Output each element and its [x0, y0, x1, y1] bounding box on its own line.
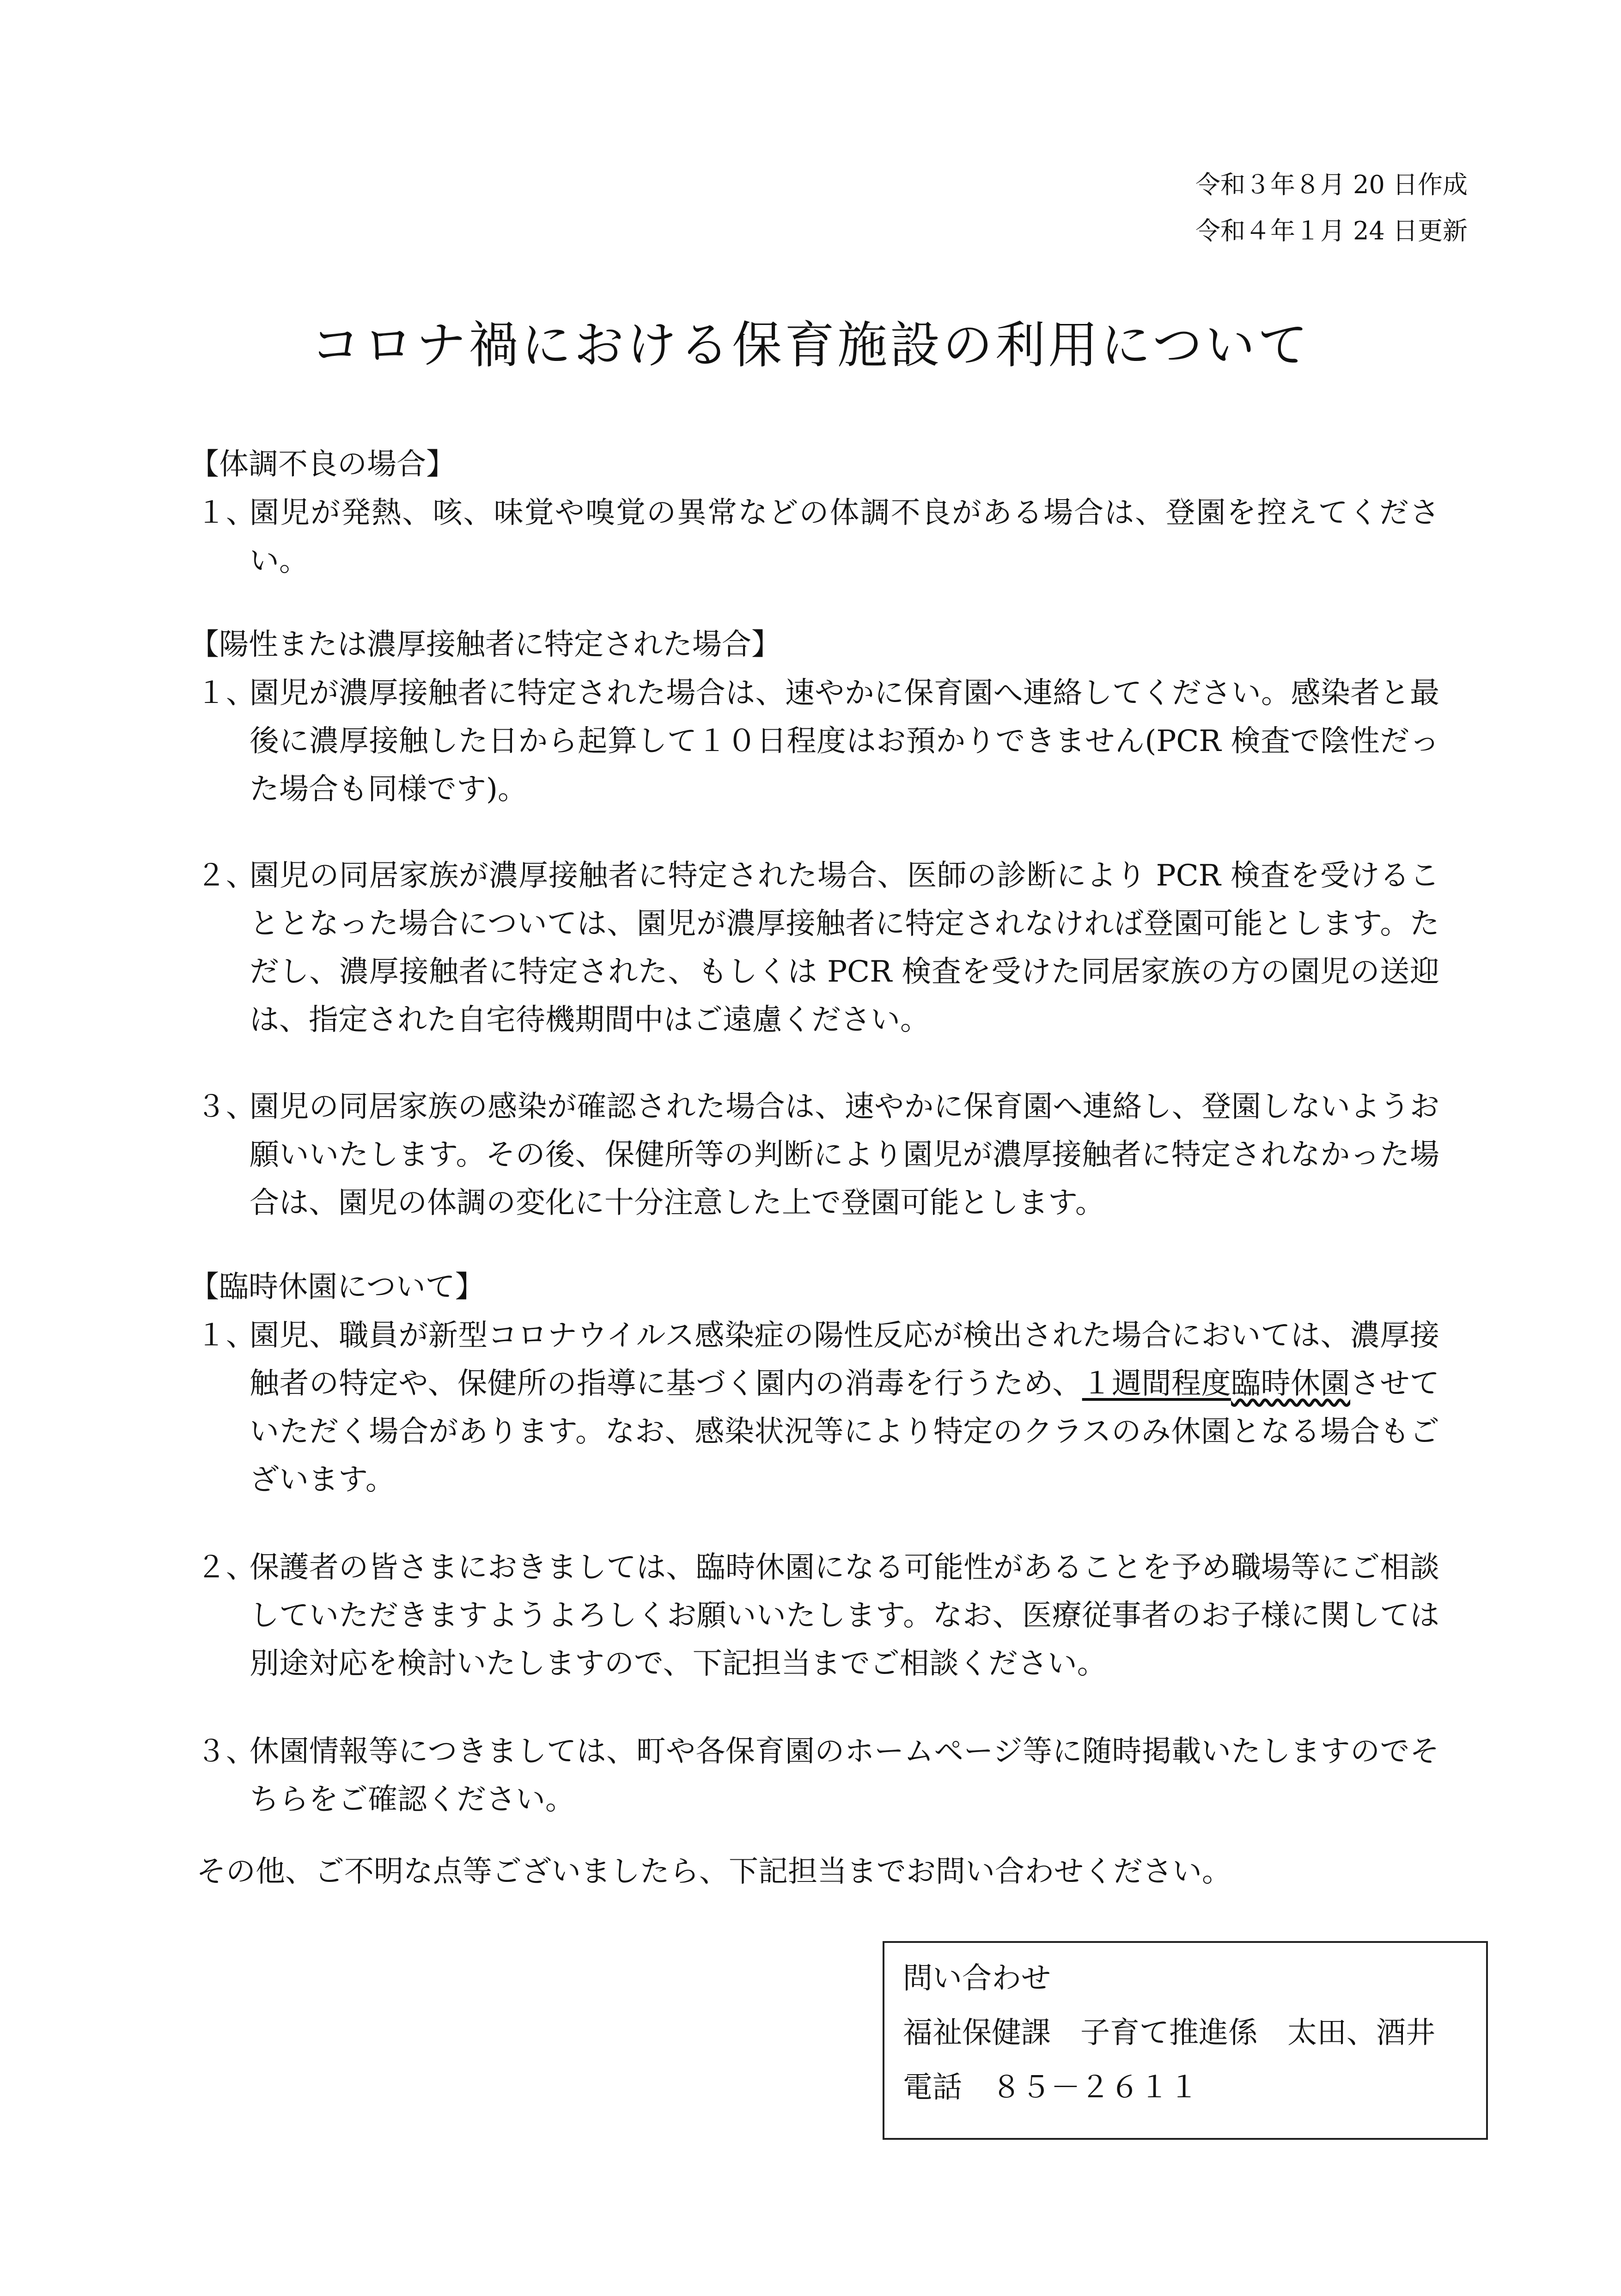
item-number: ３、 [196, 1090, 256, 1124]
item-number: １、 [196, 1319, 256, 1353]
underlined-duration: １週間程度 [1082, 1367, 1231, 1401]
list-item [196, 852, 1439, 1044]
section-heading-temporary-closure: 【臨時休園について】 [189, 1270, 485, 1304]
list-item [196, 669, 1439, 813]
contact-department: 福祉保健課 子育て推進係 太田、酒井 [903, 2016, 1435, 2050]
item-text-post: させていただく場合があります。なお、感染状況等により特定のクラスのみ休園となる場合もございます。 [250, 1367, 1440, 1497]
created-date: 令和３年８月 20 日作成 [1195, 170, 1468, 199]
item-number: １、 [196, 676, 256, 710]
item-text: 園児が濃厚接触者に特定された場合は、速やかに保育園へ連絡してください。感染者と最後に濃厚接触した日から起算して１０日程度はお預かりできません(PCR 検査で陰性だった場合も同様です)。 [250, 676, 1439, 806]
item-number: １、 [196, 496, 256, 530]
item-text: 園児の同居家族の感染が確認された場合は、速やかに保育園へ連絡し、登園しないようお願いいたします。その後、保健所等の判断により園児が濃厚接触者に特定されなかった場合は、園児の体調の変化に十分注意した上で登園可能とします。 [250, 1090, 1439, 1220]
list-item [196, 1544, 1439, 1688]
list-item [196, 489, 1439, 585]
wavy-underlined-closure: 臨時休園 [1231, 1367, 1351, 1401]
document-dates [1195, 162, 1468, 254]
item-number: ２、 [196, 1551, 256, 1585]
item-text: 保護者の皆さまにおきましては、臨時休園になる可能性があることを予め職場等にご相談していただきますようよろしくお願いいたします。なお、医療従事者のお子様に関しては別途対応を検討いたしますので、下記担当までご相談ください。 [250, 1551, 1439, 1681]
item-number: ３、 [196, 1734, 256, 1769]
section-heading-poor-health: 【体調不良の場合】 [189, 447, 456, 482]
item-text [250, 1312, 1439, 1504]
document-title: コロナ禍における保育施設の利用について [311, 317, 1310, 374]
item-text: 園児が発熱、咳、味覚や嗅覚の異常などの体調不良がある場合は、登園を控えてください。 [250, 496, 1439, 578]
updated-date: 令和４年１月 24 日更新 [1195, 216, 1468, 245]
contact-box [883, 1941, 1488, 2140]
list-item [196, 1728, 1439, 1824]
closing-note: その他、ご不明な点等ございましたら、下記担当までお問い合わせください。 [196, 1855, 1231, 1889]
item-text: 休園情報等につきましては、町や各保育園のホームページ等に随時掲載いたしますのでそちらをご確認ください。 [250, 1734, 1439, 1817]
list-item [196, 1083, 1439, 1227]
list-item [196, 1312, 1439, 1504]
item-number: ２、 [196, 859, 256, 893]
contact-label: 問い合わせ [903, 1961, 1051, 1996]
item-text-pre: 園児、職員が新型コロナウイルス感染症の陽性反応が検出された場合においては、濃厚接触者の特定や、保健所の指導に基づく園内の消毒を行うため、 [250, 1319, 1439, 1401]
section-heading-positive-contact: 【陽性または濃厚接触者に特定された場合】 [189, 628, 781, 662]
contact-phone: 電話 ８５－２６１１ [903, 2070, 1199, 2105]
item-text: 園児の同居家族が濃厚接触者に特定された場合、医師の診断により PCR 検査を受けることとなった場合については、園児が濃厚接触者に特定されなければ登園可能とします。ただし、濃厚接触者に特定された、もしくは PCR 検査を受けた同居家族の方の園児の送迎は、指定された自宅待機期間中はご遠慮ください。 [250, 859, 1439, 1037]
